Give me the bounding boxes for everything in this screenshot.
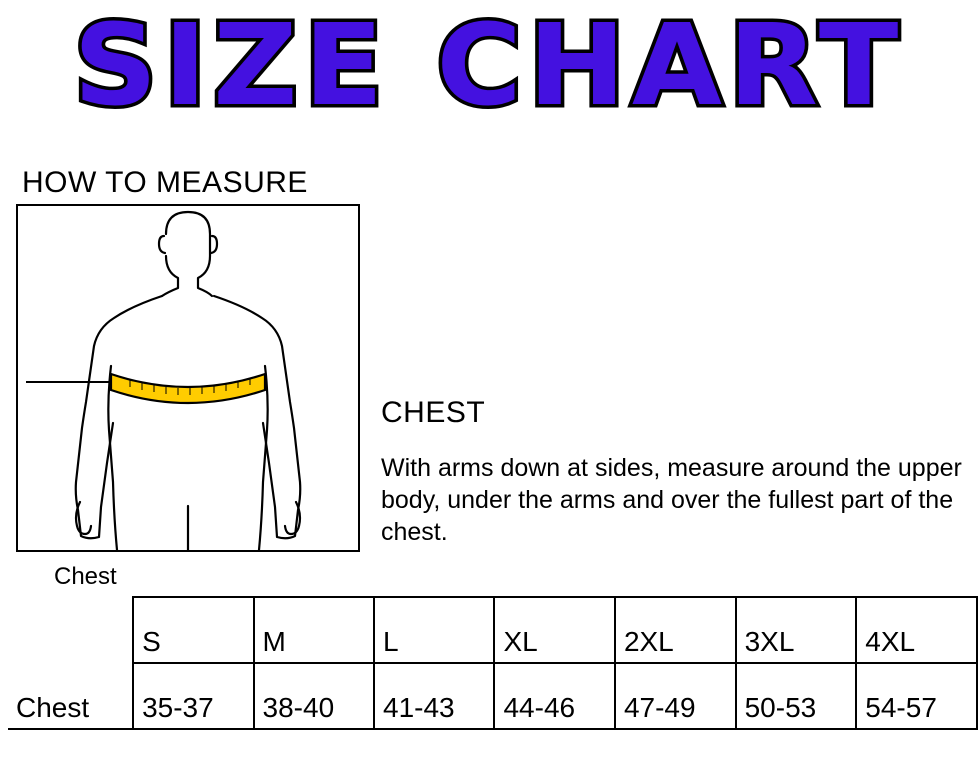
how-to-measure-heading: HOW TO MEASURE (22, 166, 308, 199)
column-header-3xl: 3XL (736, 597, 857, 663)
size-chart-table (8, 596, 978, 730)
page-title: SIZE CHART (73, 1, 905, 131)
column-header-4xl: 4XL (856, 597, 977, 663)
description-body: With arms down at sides, measure around the upper body, under the arms and over the fullest part of the chest. (381, 454, 962, 546)
cell-chest-4xl: 54-57 (856, 663, 977, 729)
cell-chest-3xl: 50-53 (736, 663, 857, 729)
column-header-m: M (254, 597, 374, 663)
cell-chest-m: 38-40 (254, 663, 374, 729)
measurement-illustration (16, 204, 360, 590)
table-corner-cell (8, 597, 133, 663)
cell-chest-s: 35-37 (133, 663, 253, 729)
column-header-2xl: 2XL (615, 597, 736, 663)
table-row (8, 663, 977, 729)
chest-figure-label: Chest (54, 563, 117, 590)
column-header-s: S (133, 597, 253, 663)
cell-chest-l: 41-43 (374, 663, 494, 729)
column-header-xl: XL (494, 597, 614, 663)
description-title: CHEST (381, 396, 486, 429)
column-header-l: L (374, 597, 494, 663)
body-figure-icon (18, 206, 358, 550)
cell-chest-xl: 44-46 (494, 663, 614, 729)
cell-chest-2xl: 47-49 (615, 663, 736, 729)
table-header-row (8, 597, 977, 663)
row-label-chest: Chest (8, 663, 133, 729)
tape-measure-icon (111, 374, 265, 403)
